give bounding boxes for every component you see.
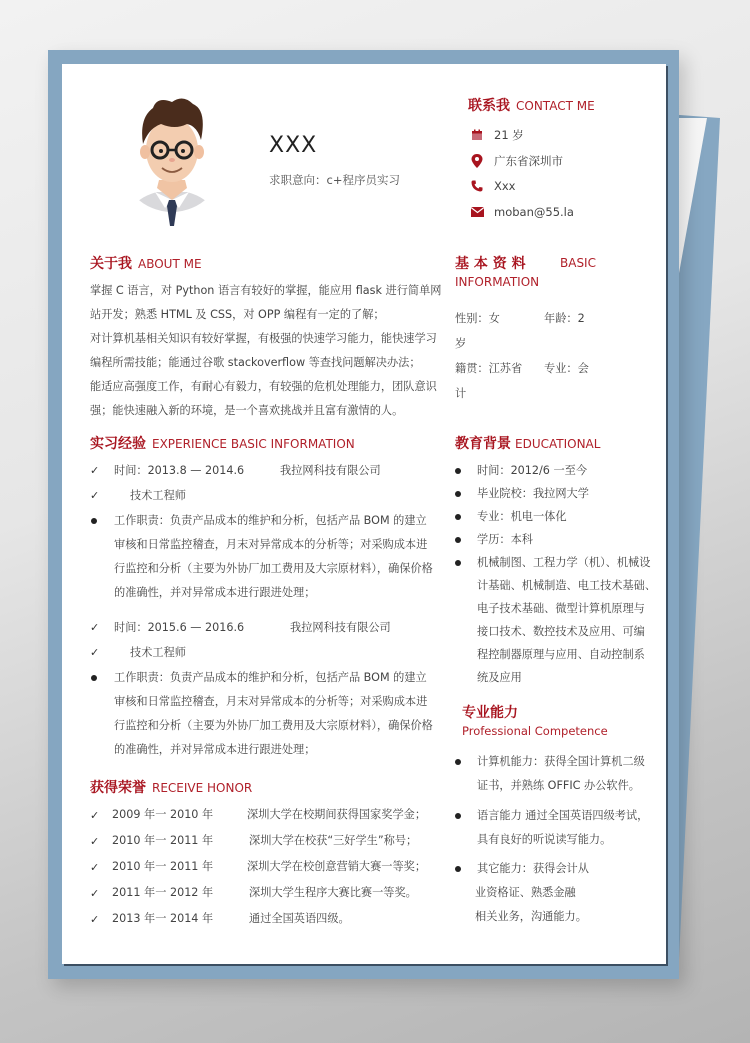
check-icon: ✓ [90, 646, 100, 659]
check-icon: ✓ [90, 887, 100, 900]
bullet-icon [455, 537, 461, 543]
skill-item [477, 857, 589, 929]
calendar-icon [470, 128, 484, 142]
bullet-icon [455, 866, 461, 872]
honor-period: 2010 年一 2011 年 [112, 860, 214, 873]
job-company: 我拉网科技有限公司 [280, 464, 381, 477]
duty-line: 工作职责：负责产品成本的维护和分析，包括产品 BOM 的建立 [114, 671, 427, 684]
duty-line: 审核和日常监控稽查，月末对异常成本的分析等；对采购成本进 [114, 695, 428, 708]
experience-title-en: EXPERIENCE BASIC INFORMATION [152, 437, 355, 451]
honor-period: 2013 年一 2014 年 [112, 912, 214, 925]
duty-line: 的准确性，并对异常成本进行跟进处理； [114, 586, 316, 599]
basic-gender: 性别：女 [455, 312, 500, 325]
basic-title-cn: 基 本 资 料 [455, 256, 526, 272]
experience-heading [90, 433, 355, 453]
bullet-icon [455, 491, 461, 497]
honor-desc: 深圳大学在校创意营销大赛一等奖； [247, 860, 427, 873]
honor-title-en: RECEIVE HONOR [152, 781, 253, 795]
education-heading [455, 433, 600, 453]
basic-major-cont: 计 [455, 387, 467, 400]
education-courses [477, 551, 656, 689]
bullet-icon [91, 518, 97, 524]
job-role: 技术工程师 [130, 489, 186, 502]
contact-email-text: moban@55.la [494, 205, 574, 219]
about-heading [90, 253, 202, 273]
honor-desc: 通过全国英语四级。 [249, 912, 350, 925]
bullet-icon [455, 560, 461, 566]
education-school: 毕业院校：我拉网大学 [477, 487, 589, 500]
course-line: 统及应用 [477, 671, 522, 684]
bullet-icon [455, 759, 461, 765]
skill-item [477, 750, 645, 798]
check-icon: ✓ [90, 464, 100, 477]
about-line: 能适应高强度工作，有耐心有毅力，有较强的危机处理能力，团队意识 [90, 380, 437, 393]
contact-title-en: CONTACT ME [516, 99, 595, 113]
duty-line: 的准确性，并对异常成本进行跟进处理； [114, 743, 316, 756]
course-line: 计基础、机械制造、电工技术基础、 [477, 579, 657, 592]
resume-page [62, 64, 666, 964]
basic-age: 年龄：2 [544, 312, 585, 325]
bullet-icon [455, 468, 461, 474]
contact-location-text: 广东省深圳市 [494, 154, 563, 168]
about-line: 对计算机基相关知识有较好掌握，有极强的快速学习能力，能快速学习 [90, 332, 437, 345]
contact-heading [468, 95, 595, 115]
education-title-cn: 教育背景 [455, 436, 511, 452]
skill-line: 计算机能力：获得全国计算机二级 [477, 755, 645, 768]
basic-major: 专业：会 [544, 362, 589, 375]
honor-title-cn: 获得荣誉 [90, 780, 146, 796]
course-line: 程控制器原理与应用、自动控制系 [477, 648, 645, 661]
job-time: 时间：2013.8 — 2014.6 [114, 464, 245, 477]
course-line: 电子技术基础、微型计算机原理与 [477, 602, 645, 615]
duty-line: 行监控和分析（主要为外协厂加工费用及大宗原材料），确保价格 [114, 562, 433, 575]
skill-line: 其它能力：获得会计从 [477, 862, 589, 875]
basic-native: 籍贯：江苏省 [455, 362, 523, 375]
contact-phone [470, 179, 516, 193]
skills-title-en: Professional Competence [462, 724, 608, 738]
contact-age-text: 21 岁 [494, 128, 524, 142]
basic-title-en-2: INFORMATION [455, 275, 540, 289]
skill-line: 具有良好的听说读写能力。 [477, 833, 612, 846]
skill-item [477, 804, 648, 852]
honor-period: 2011 年一 2012 年 [112, 886, 214, 899]
check-icon: ✓ [90, 913, 100, 926]
skill-line: 业资格证、熟悉金融 [475, 886, 576, 899]
contact-location [470, 153, 563, 169]
duty-line: 行监控和分析（主要为外协厂加工费用及大宗原材料），确保价格 [114, 719, 433, 732]
about-title-cn: 关于我 [90, 256, 132, 272]
bullet-icon [91, 675, 97, 681]
about-line: 站开发；熟悉 HTML 及 CSS，对 OPP 编程有一定的了解； [90, 308, 385, 321]
job-company: 我拉网科技有限公司 [290, 621, 391, 634]
education-title-en: EDUCATIONAL [515, 437, 601, 451]
duty-line: 审核和日常监控稽查，月末对异常成本的分析等；对采购成本进 [114, 538, 428, 551]
honor-period: 2010 年一 2011 年 [112, 834, 214, 847]
experience-title-cn: 实习经验 [90, 436, 146, 452]
location-pin-icon [470, 154, 484, 168]
about-text [90, 279, 441, 423]
honor-heading [90, 777, 252, 797]
course-line: 机械制图、工程力学（机）、机械设 [477, 556, 651, 569]
check-icon: ✓ [90, 861, 100, 874]
contact-email [470, 205, 574, 219]
check-icon: ✓ [90, 621, 100, 634]
phone-icon [470, 179, 484, 193]
job-duties [114, 666, 433, 762]
bullet-icon [455, 813, 461, 819]
honor-period: 2009 年一 2010 年 [112, 808, 214, 821]
contact-phone-text: Xxx [494, 179, 516, 193]
check-icon: ✓ [90, 809, 100, 822]
check-icon: ✓ [90, 835, 100, 848]
job-time: 时间：2015.6 — 2016.6 [114, 621, 245, 634]
basic-age-unit: 岁 [455, 337, 467, 350]
job-role: 技术工程师 [130, 646, 186, 659]
about-title-en: ABOUT ME [138, 257, 202, 271]
education-time: 时间：2012/6 一至今 [477, 464, 588, 477]
contact-age [470, 127, 524, 143]
course-line: 接口技术、数控技术及应用、可编 [477, 625, 645, 638]
skills-title-cn: 专业能力 [462, 705, 518, 721]
job-intent: 求职意向：c+程序员实习 [269, 173, 400, 187]
avatar [117, 88, 227, 228]
about-line: 强；能快速融入新的环境，是一个喜欢挑战并且富有激情的人。 [90, 404, 404, 417]
basic-title-en-1: BASIC [560, 256, 596, 270]
contact-title-cn: 联系我 [468, 98, 510, 114]
skill-line: 语言能力 通过全国英语四级考试， [477, 809, 649, 822]
about-line: 掌握 C 语言，对 Python 语言有较好的掌握，能应用 flask 进行简单网 [90, 284, 442, 297]
education-major: 专业：机电一体化 [477, 510, 567, 523]
honor-desc: 深圳大学在校期间获得国家奖学金； [247, 808, 427, 821]
duty-line: 工作职责：负责产品成本的维护和分析，包括产品 BOM 的建立 [114, 514, 427, 527]
about-line: 编程所需技能；能通过谷歌 stackoverflow 等查找问题解决办法； [90, 356, 421, 369]
skill-line: 相关业务，沟通能力。 [475, 910, 587, 923]
skill-line: 证书，并熟练 OFFIC 办公软件。 [477, 779, 640, 792]
honor-desc: 深圳大学生程序大赛比赛一等奖。 [249, 886, 417, 899]
job-duties [114, 509, 433, 605]
mail-icon [470, 205, 484, 219]
honor-desc: 深圳大学在校获“三好学生”称号； [249, 834, 418, 847]
candidate-name: XXX [269, 133, 318, 158]
education-degree: 学历：本科 [477, 533, 533, 546]
bullet-icon [455, 514, 461, 520]
check-icon: ✓ [90, 489, 100, 502]
